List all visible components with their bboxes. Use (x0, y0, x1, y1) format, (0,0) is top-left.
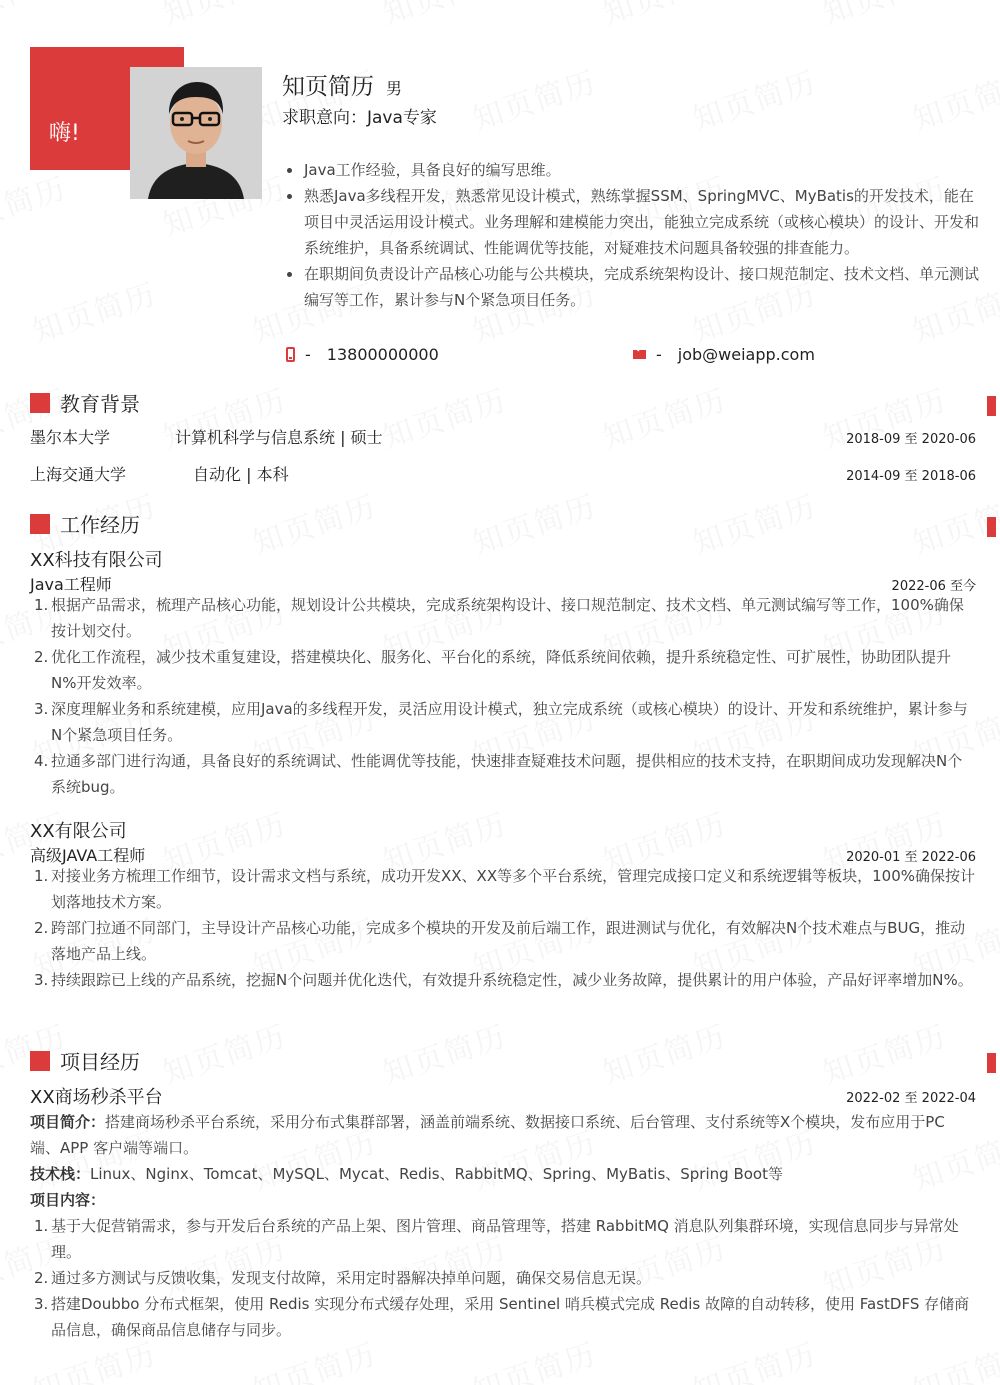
watermark-text (376, 1011, 511, 1092)
section-title: 教育背景 (60, 392, 140, 416)
watermark-text (376, 375, 511, 456)
job-duties-list (30, 592, 976, 800)
email-address[interactable]: job@weiapp.com (677, 345, 815, 364)
duty-item: 3. 持续跟踪已上线的产品系统，挖掘N个问题并优化迭代，有效提升系统稳定性，减少业务故障，提供累计的用户体验，产品好评率增加N%。 (34, 971, 973, 989)
watermark-text (816, 0, 951, 33)
mail-icon (633, 350, 646, 359)
education-date: 2014-09 至 2018-06 (846, 469, 976, 484)
summary-item: Java工作经验，具备良好的编写思维。 (304, 157, 980, 183)
duty-item: 1. 对接业务方梳理工作细节，设计需求文档与系统，成功开发XX、XX等多个平台系统，管理完成接口定义和系统逻辑等板块，100%确保按计划落地技术方案。 (34, 867, 975, 911)
name-row (282, 68, 402, 101)
school-name: 上海交通大学 (30, 465, 127, 484)
watermark-text (0, 0, 72, 33)
job-position: 高级JAVA工程师 (30, 846, 146, 865)
job-position: Java工程师 (30, 575, 112, 594)
profile-photo (130, 67, 262, 199)
watermark-text (906, 57, 1000, 138)
candidate-name: 知页简历 (282, 74, 374, 100)
section-marker-icon (30, 1051, 50, 1071)
job-company-row (30, 817, 976, 843)
job-date: 2020-01 至 2022-06 (846, 850, 976, 865)
section-work (30, 509, 140, 538)
edge-mark (987, 396, 996, 416)
watermark-text (596, 0, 731, 33)
summary-item: 在职期间负责设计产品核心功能与公共模块，完成系统架构设计、接口规范制定、技术文档、单元测试编写等工作，累计参与N个紧急项目任务。 (304, 261, 980, 313)
watermark-text (466, 57, 601, 138)
duty-item: 2. 优化工作流程，减少技术重复建设，搭建模块化、服务化、平台化的系统，降低系统间依赖，提升系统稳定性、可扩展性，协助团队提升N%开发效率。 (34, 648, 952, 692)
candidate-gender: 男 (386, 79, 403, 98)
education-date: 2018-09 至 2020-06 (846, 432, 976, 447)
greeting-text: 嗨! (49, 121, 80, 146)
contact-phone (286, 345, 439, 364)
watermark-text (816, 1011, 951, 1092)
watermark-text (376, 0, 511, 33)
edge-mark (987, 517, 996, 537)
phone-icon (286, 347, 295, 362)
phone-number: 13800000000 (326, 345, 439, 364)
summary-list (304, 157, 980, 313)
watermark-text (156, 1011, 291, 1092)
school-major: 自动化 | 本科 (193, 465, 289, 484)
watermark-text (26, 269, 161, 350)
project-content-label: 项目内容： (30, 1191, 106, 1209)
project-name: XX商场秒杀平台 (30, 1087, 163, 1108)
project-content-item: 1. 基于大促营销需求，参与开发后台系统的产品上架、图片管理、商品管理等，搭建 RabbitMQ 消息队列集群环境，实现信息同步与异常处理。 (34, 1217, 959, 1261)
duty-item: 3. 深度理解业务和系统建模，应用Java的多线程开发，灵活应用设计模式，独立完成系统（或核心模块）的设计、开发和系统维护，累计参与N个紧急项目任务。 (34, 700, 968, 744)
section-projects (30, 1046, 140, 1075)
summary-item: 熟悉Java多线程开发，熟悉常见设计模式，熟练掌握SSM、SpringMVC、MyBatis的开发技术，能在项目中灵活运用设计模式。业务理解和建模能力突出，能独立完成系统（或核心模块）的设计、开发和系统维护，具备系统调试、性能调优等技能，对疑难技术问题具备较强的排查能力。 (304, 183, 980, 261)
school-name: 墨尔本大学 (30, 428, 111, 447)
project-content-list (30, 1213, 976, 1343)
watermark-text (596, 375, 731, 456)
watermark-text (596, 1011, 731, 1092)
section-marker-icon (30, 514, 50, 534)
duty-item: 4. 拉通多部门进行沟通，具备良好的系统调试、性能调优等技能，快速排查疑难技术问题，提供相应的技术支持，在职期间成功发现解决N个系统bug。 (34, 752, 963, 796)
edge-mark (987, 1053, 996, 1073)
company-name: XX科技有限公司 (30, 550, 163, 571)
job-date: 2022-06 至今 (891, 579, 976, 594)
job-duties-list (30, 863, 976, 993)
section-education (30, 388, 140, 417)
contact-email (633, 345, 815, 364)
person-photo-icon (130, 67, 262, 199)
watermark-text (156, 0, 291, 33)
company-name: XX有限公司 (30, 821, 127, 842)
duty-item: 1. 根据产品需求，梳理产品核心功能，规划设计公共模块，完成系统架构设计、接口规范制定、技术文档、单元测试编写等工作，100%确保按计划交付。 (34, 596, 964, 640)
project-stack: 技术栈：Linux、Nginx、Tomcat、MySQL、Mycat、Redis、RabbitMQ、Spring、MyBatis、Spring Boot等 (30, 1165, 783, 1183)
watermark-text (686, 57, 821, 138)
section-marker-icon (30, 393, 50, 413)
project-content-item: 3. 搭建Doubbo 分布式框架，使用 Redis 实现分布式缓存处理，采用 Sentinel 哨兵模式完成 Redis 故障的自动转移，使用 FastDFS 存储商品信息，确保商品信息储存与同步。 (34, 1295, 970, 1339)
job-company-row (30, 546, 976, 572)
duty-item: 2. 跨部门拉通不同部门，主导设计产品核心功能，完成多个模块的开发及前后端工作，跟进测试与优化，有效解决N个技术难点与BUG，推动落地产品上线。 (34, 919, 966, 963)
project-content-item: 2. 通过多方测试与反馈收集，发现支付故障，采用定时器解决掉单问题，确保交易信息无误。 (34, 1269, 652, 1287)
contact-separator: - (305, 345, 311, 364)
project-date: 2022-02 至 2022-04 (846, 1091, 976, 1106)
contact-separator: - (656, 345, 662, 364)
school-major: 计算机科学与信息系统 | 硕士 (175, 428, 383, 447)
section-title: 项目经历 (60, 1050, 140, 1074)
watermark-text (0, 163, 72, 244)
job-objective: 求职意向：Java专家 (282, 108, 437, 128)
project-title-row (30, 1083, 976, 1109)
section-title: 工作经历 (60, 513, 140, 537)
project-intro: 项目简介：搭建商场秒杀平台系统，采用分布式集群部署，涵盖前端系统、数据接口系统、后台管理、支付系统等X个模块，发布应用于PC 端、APP 客户端等端口。 (30, 1113, 945, 1157)
